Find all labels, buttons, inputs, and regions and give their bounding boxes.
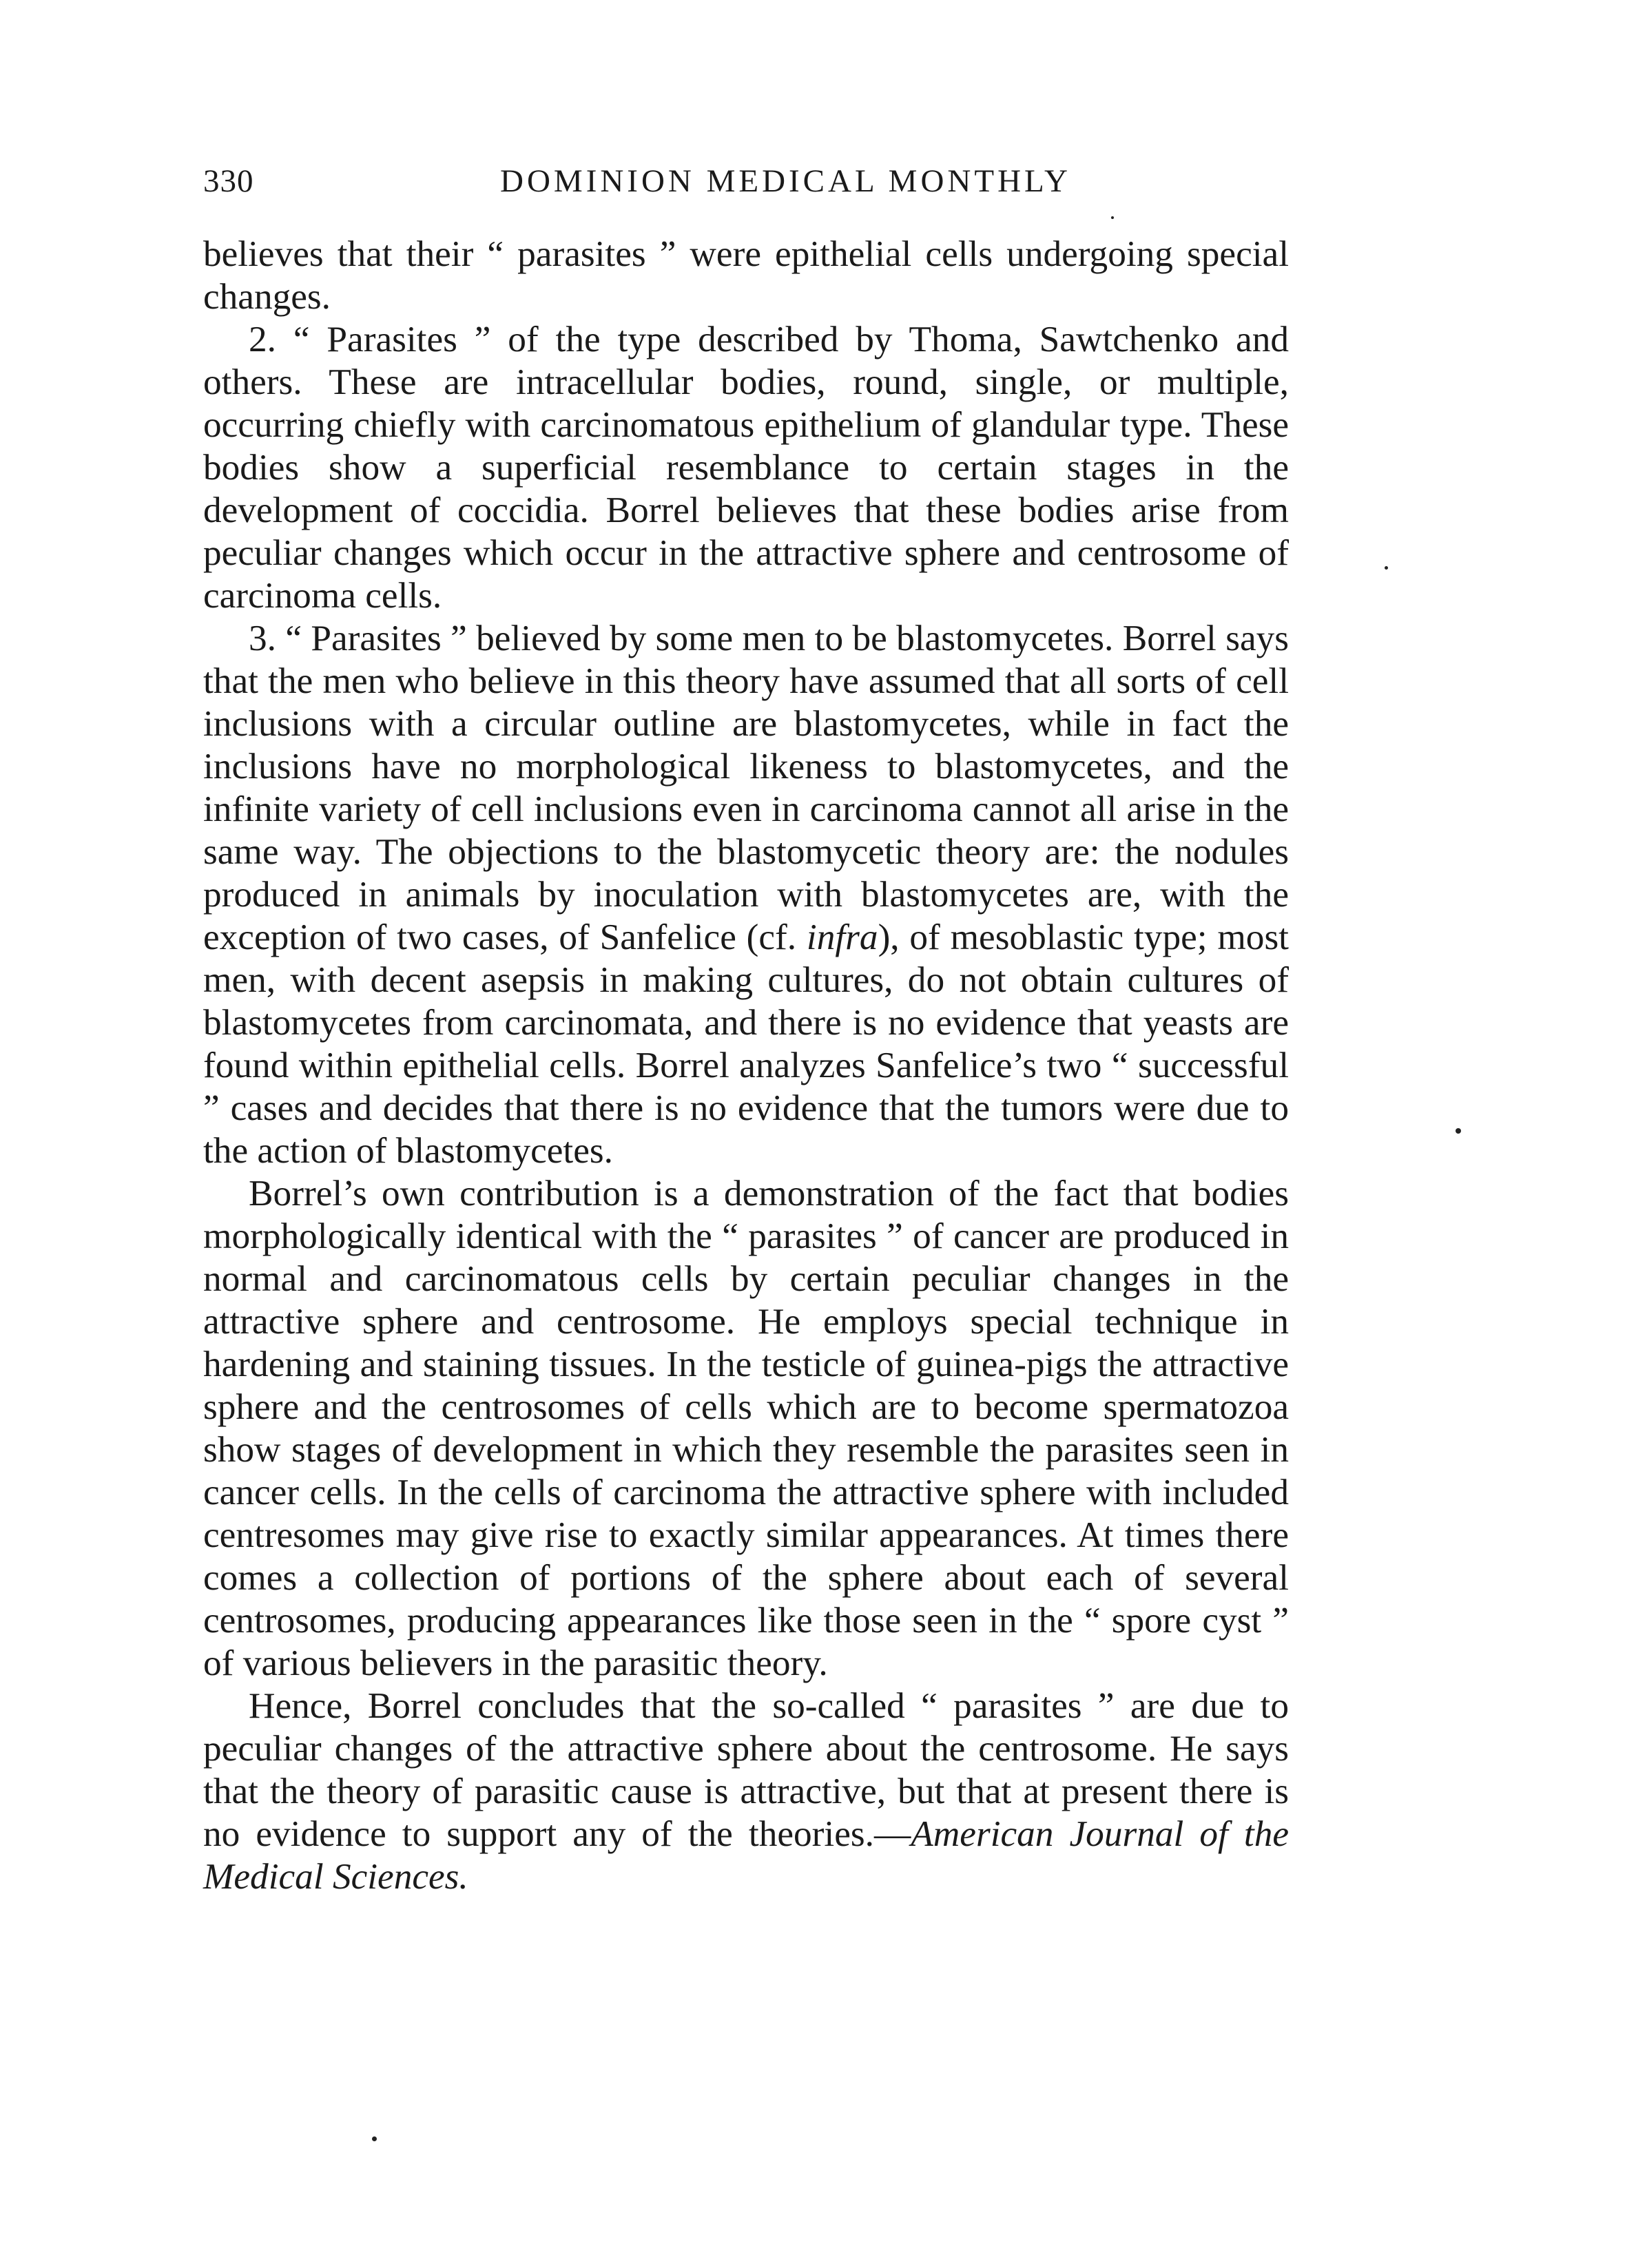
scan-speck bbox=[372, 2136, 377, 2141]
page-header bbox=[203, 163, 1289, 211]
paragraph-text: 3. “ Parasites ” believed by some men to be blastomycetes. Borrel says that the men who believe in this theory have assumed that all sorts of cell inclusions with a circular outline are blastomycetes, while in fact the inclusions have no morphological likeness to blastomycetes, and the infinite variety of cell inclusions even in carcinoma cannot all arise in the same way. The objections to the blastomycetic theory are: the nodules produced in animals by inoculation with blastomycetes are, with the exception of two cases, of Sanfelice (cf. bbox=[203, 618, 1289, 957]
page-number: 330 bbox=[203, 163, 254, 199]
paragraph-text: 2. “ Parasites ” of the type described by Thoma, Sawtchenko and others. These are intracellular bodies, round, single, or multiple, occurring chiefly with carcinomatous epithelium of glandular type. These bodies show a superficial resemblance to certain stages in the development of coccidia. Borrel believes that these bodies arise from peculiar changes which occur in the attractive sphere and centrosome of carcinoma cells. bbox=[203, 319, 1289, 616]
paragraph-item-2 bbox=[203, 318, 1289, 617]
paragraph-conclusion bbox=[203, 1685, 1289, 1898]
paragraph-contribution bbox=[203, 1172, 1289, 1685]
paragraph-text: ), of mesoblastic type; most men, with decent asepsis in making cultures, do not obtain cultures of blastomycetes from carcinomata, and there is no evidence that yeasts are found within epithelial cells. Borrel analyzes Sanfelice’s two “ successful ” cases and decides that there is no evidence that the tumors were due to the action of blastomycetes. bbox=[203, 917, 1289, 1171]
source-citation: American Journal of the Medical Sciences. bbox=[203, 1813, 1289, 1897]
article-body bbox=[203, 233, 1289, 1898]
running-title: DOMINION MEDICAL MONTHLY bbox=[500, 163, 1071, 199]
scan-speck bbox=[1456, 1128, 1461, 1134]
paragraph-item-3 bbox=[203, 617, 1289, 1172]
italic-term: infra bbox=[806, 917, 878, 957]
paragraph-text: believes that their “ parasites ” were epithelial cells undergoing special changes. bbox=[203, 233, 1289, 317]
scan-speck bbox=[1111, 216, 1114, 219]
paragraph-continuation bbox=[203, 233, 1289, 318]
paragraph-text: Hence, Borrel concludes that the so-called “ parasites ” are due to peculiar changes of the attractive sphere about the centrosome. He says that the theory of parasitic cause is attractive, but that at present there is no evidence to support any of the theories.— bbox=[203, 1685, 1289, 1854]
paragraph-text: Borrel’s own contribution is a demonstration of the fact that bodies morphologically identical with the “ parasites ” of cancer are produced in normal and carcinomatous cells by certain peculiar changes in the attractive sphere and centrosome. He employs special technique in hardening and staining tissues. In the testicle of guinea-pigs the attractive sphere and the centrosomes of cells which are to become spermatozoa show stages of development in which they resemble the parasites seen in cancer cells. In the cells of carcinoma the attractive sphere with included centresomes may give rise to exactly similar appearances. At times there comes a collection of portions of the sphere about each of several centrosomes, producing appearances like those seen in the “ spore cyst ” of various believers in the parasitic theory. bbox=[203, 1173, 1289, 1683]
scan-speck bbox=[1385, 566, 1388, 570]
